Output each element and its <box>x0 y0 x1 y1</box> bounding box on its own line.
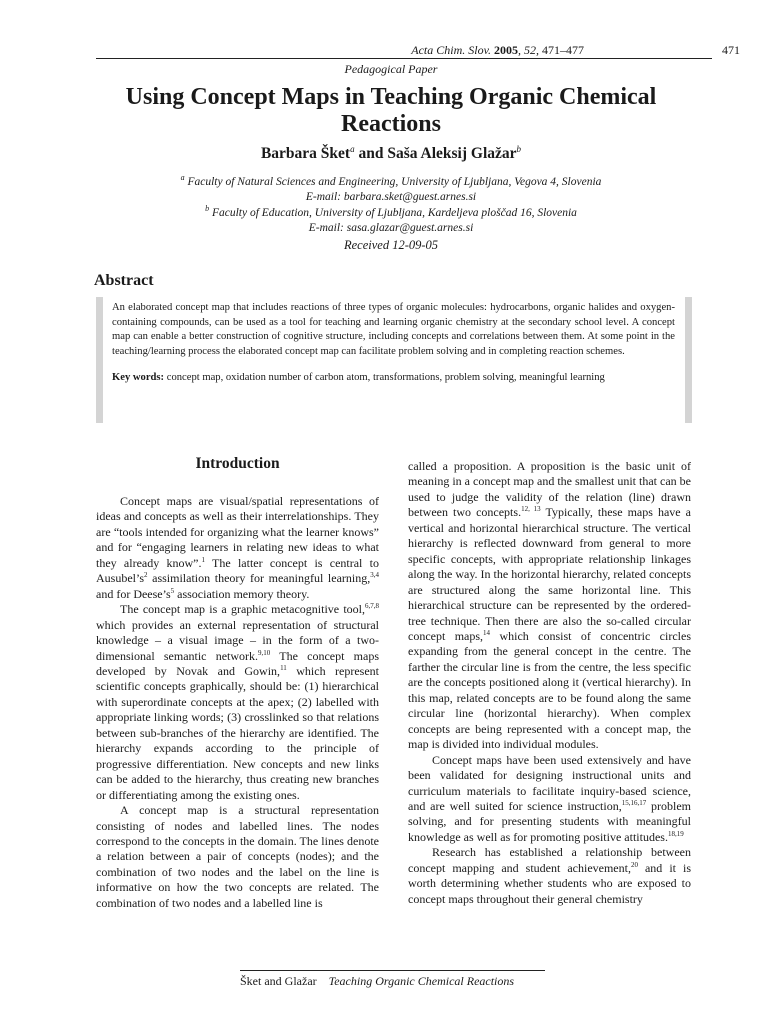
citation-ref: 15,16,17 <box>621 798 647 807</box>
journal-volume: 52 <box>524 43 536 57</box>
right-paragraph-3: Research has established a relationship between concept mapping and student achievement,$^{20}$ and it is worth determining whether students who are exposed to concept maps throughout their general chemistry <box>408 845 691 906</box>
author-line <box>96 144 686 163</box>
abstract-heading: Abstract <box>94 272 154 289</box>
citation-ref: 11 <box>280 663 287 672</box>
left-paragraph-2: The concept map is a graphic metacognitive tool,$^{6,7,8}$ which provides an external representation of structural knowledge – a visual image – in the form of a two-dimensional semantic network.$^{9,10}$ The concept maps developed by Novak and Gowin,$^{11}$ which represent scientific concepts graphically, should be: (1) hierarchical with superordinate concepts at the apex; (2) labelled with appropriate linking words; (3) crosslinked so that relations between sub-branches of the hierarchy are identified. The hierarchy expands according to the principle of progressive differentiation. New concepts and new links can be added to the hierarchy, thus creating new branches or differentiating among the existing ones. <box>96 602 379 802</box>
footer-title: Teaching Organic Chemical Reactions <box>328 974 515 988</box>
citation-ref: 1 <box>201 555 205 564</box>
keywords <box>112 371 675 386</box>
author-conjunction: and <box>358 145 384 163</box>
journal-pages: 471–477 <box>542 43 584 57</box>
citation-ref: 6,7,8 <box>365 602 379 611</box>
page-number: 471 <box>722 43 740 57</box>
affil-b-email: E-mail: sasa.glazar@guest.arnes.si <box>308 221 474 234</box>
citation-ref: 9,10 <box>258 648 271 657</box>
footer-rule <box>240 970 545 971</box>
journal-citation: Acta Chim. Slov. 2005, 52, 471–477 <box>411 43 584 57</box>
author-1-affil-mark: a <box>350 144 355 154</box>
received-date: Received 12-09-05 <box>343 238 439 252</box>
paper-title: Using Concept Maps in Teaching Organic Chemical Reactions <box>125 84 657 137</box>
citation-ref: 3,4 <box>370 571 379 580</box>
citation-ref: 12, 13 <box>521 505 541 514</box>
left-paragraph-1: Concept maps are visual/spatial representations of ideas and concepts as well as their interrelationships. They are “tools intended for organizing what the learner knows” and for “engaging learners in relating new ideas to what they already know”.$^1$ The latter concept is central to $Ausubel’s^2$ assimilation theory for meaningful learning,$^{3,4}$ and for $Deese’s^5$ association memory theory. <box>96 494 379 601</box>
affiliation-a <box>96 170 686 205</box>
abstract-box <box>96 297 692 423</box>
affiliation-b <box>96 201 686 236</box>
introduction-heading: Introduction <box>195 455 280 472</box>
citation-ref: 18,19 <box>667 829 684 838</box>
citation-ref: 14 <box>483 628 491 637</box>
affil-b-mark: b <box>205 204 210 213</box>
left-column <box>96 453 379 911</box>
keywords-label: Key words: <box>112 372 165 383</box>
affil-a-mark: a <box>180 173 185 182</box>
footer-authors: Šket and Glažar <box>240 974 317 988</box>
paper-type: Pedagogical Paper <box>344 62 438 76</box>
affil-b-text: Faculty of Education, University of Ljubljana, Kardeljeva ploščad 16, Slovenia <box>211 206 577 219</box>
author-2-affil-mark: b <box>516 144 522 154</box>
author-1: Barbara Šket <box>260 145 351 163</box>
keywords-text: concept map, oxidation number of carbon atom, transformations, problem solving, meaningful learning <box>166 372 605 383</box>
abstract-text: An elaborated concept map that includes reactions of three types of organic molecules: hydrocarbons, organic halides and oxygen-containing compounds, can be used as a tool for teaching and learning organic chemistry at the secondary school level. A concept map can enable a better construction of cognitive structure, including concepts and correlations between them. At some point in the teaching/learning process the elaborated concept map can facilitate problem solving and in completing reaction schemes. <box>112 302 675 357</box>
journal-year: 2005 <box>494 43 518 57</box>
right-paragraph-2: Concept maps have been used extensively and have been validated for designing instructional units and curriculum materials to facilitate inquiry-based science, and are well suited for science instruction,$^{15,16,17}$ problem solving, and for presenting students with meaningful knowledge as well as for promoting positive attitudes.$^{18,19}$ <box>408 752 691 844</box>
journal-abbrev: Acta Chim. Slov. <box>411 43 491 57</box>
citation-ref: 2 <box>144 571 148 580</box>
affil-a-text: Faculty of Natural Sciences and Engineering, University of Ljubljana, Vegova 4, Slovenia <box>187 175 602 188</box>
running-footer <box>240 974 514 989</box>
left-paragraph-3: A concept map is a structural representation consisting of nodes and labelled lines. The nodes correspond to the concepts in the domain. The lines denote a relation between a pair of concepts (nodes); and the combination of two nodes and the label on the line is informative on how the two concepts are related. The combination of two nodes and a labelled line is <box>96 803 379 910</box>
right-column <box>408 459 691 907</box>
header-rule <box>96 58 712 59</box>
citation-ref: 20 <box>630 860 638 869</box>
affil-a-email: E-mail: barbara.sket@guest.arnes.si <box>305 190 477 203</box>
citation-ref: 5 <box>170 586 175 595</box>
author-2: Saša Aleksij Glažar <box>387 145 517 163</box>
right-paragraph-1: called a proposition. A proposition is the basic unit of meaning in a concept map and the smallest unit that can be used to judge the validity of the relation (line) drawn between two concepts.$^{12, 13}$ Typically, these maps have a vertical and horizontal hierarchical structure. The vertical hierarchy is reflected downward from general to more specific concepts, with appropriate relationship linkages along the way. In the horizontal hierarchy, related concepts are structured along the same horizontal line. This hierarchical structure can be represented by the ordered-tree technique. Then there are also the so-called circular concept maps,$^{14}$ which consist of concentric circles expanding from the general concept in the centre. The farther the circular line is from the centre, the less specific are the concepts positioned along it (vertical hierarchy). In this map, related concepts are to be found along the same circular line (horizontal hierarchy). When complex concepts are being represented with a concept map, the map is divided into individual modules. <box>408 459 691 752</box>
